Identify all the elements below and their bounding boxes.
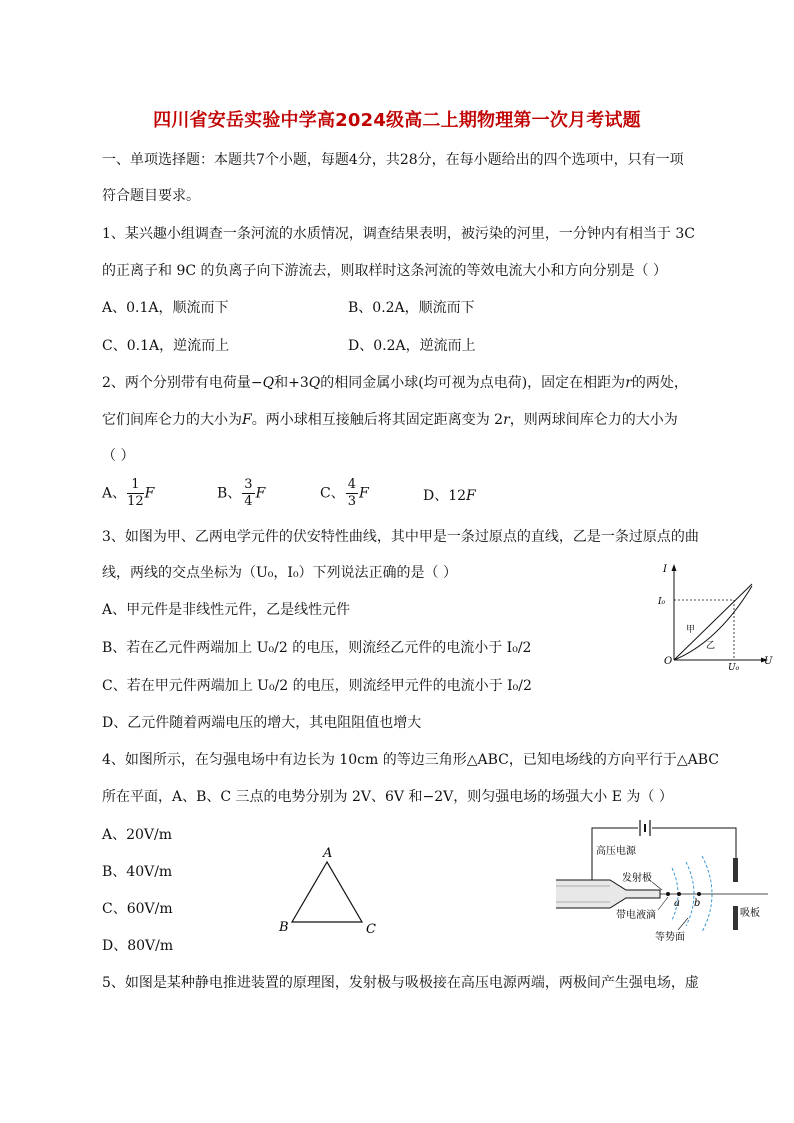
iv-curve-graph bbox=[656, 560, 776, 672]
triangle-abc bbox=[292, 862, 362, 922]
u-axis-label: U bbox=[764, 656, 773, 667]
q2-option-d-text: D、12 bbox=[423, 488, 467, 504]
q2-option-c-numerator: 4 bbox=[347, 477, 356, 492]
triangle-abc-figure bbox=[272, 840, 382, 940]
origin-label: O bbox=[664, 656, 673, 667]
q2-option-c bbox=[320, 477, 369, 510]
q2-line3: （ ） bbox=[102, 448, 135, 464]
q2-option-a-fraction bbox=[127, 477, 144, 510]
q3-option-a: A、甲元件是非线性元件，乙是线性元件 bbox=[102, 602, 351, 618]
q2-text-g: ，则两球间库仑力的大小为 bbox=[509, 412, 678, 428]
q4-option-c: C、60V/m bbox=[102, 901, 173, 917]
q3-line1: 3、如图为甲、乙两电学元件的伏安特性曲线，其中甲是一条过原点的直线，乙是一条过原点的曲 bbox=[102, 529, 699, 545]
q2-text-b: 和+3 bbox=[274, 375, 309, 391]
q2-symbol-r2: r bbox=[503, 412, 510, 428]
i0-label: I₀ bbox=[658, 597, 666, 607]
emitter-label: 发射极 bbox=[622, 873, 652, 884]
q1-line1: 1、某兴趣小组调查一条河流的水质情况，调查结果表明，被污染的河里，一分钟内有相当于 3C bbox=[102, 226, 695, 242]
source-label: 高压电源 bbox=[596, 846, 636, 857]
q2-text-d: 的两处， bbox=[631, 375, 688, 391]
q2-option-c-denominator: 3 bbox=[347, 494, 356, 509]
q2-option-a bbox=[102, 477, 154, 510]
q2-option-b-numerator: 3 bbox=[244, 477, 253, 492]
absorber-plate-top bbox=[733, 858, 738, 882]
emitter-nozzle bbox=[556, 880, 660, 908]
vertex-a-label: A bbox=[323, 846, 333, 861]
q2-line2 bbox=[102, 410, 678, 430]
q2-option-a-label: A、 bbox=[102, 485, 127, 502]
u0-label: U₀ bbox=[728, 663, 740, 672]
droplet-dot-a bbox=[677, 892, 681, 896]
q4-option-b: B、40V/m bbox=[102, 864, 173, 880]
q2-option-a-denominator: 12 bbox=[127, 494, 144, 509]
q1-option-a: A、0.1A，顺流而下 bbox=[102, 300, 229, 316]
jia-label: 甲 bbox=[686, 625, 696, 635]
point-b-label: b bbox=[694, 898, 701, 909]
droplet-dot-1 bbox=[666, 892, 670, 896]
q3-option-c: C、若在甲元件两端加上 U₀/2 的电压，则流经甲元件的电流小于 I₀/2 bbox=[102, 678, 532, 694]
yi-label: 乙 bbox=[706, 641, 716, 651]
q3-option-d: D、乙元件随着两端电压的增大，其电阻阻值也增大 bbox=[102, 715, 422, 731]
q2-text-f: 。两小球相互接触后将其固定距离变为 2 bbox=[251, 412, 504, 428]
q2-option-c-label: C、 bbox=[320, 485, 345, 502]
q4-line1: 4、如图所示，在匀强电场中有边长为 10cm 的等边三角形△ABC，已知电场线的方向平行于△ABC bbox=[102, 752, 720, 768]
q2-option-d bbox=[423, 486, 476, 506]
q1-option-c: C、0.1A，逆流而上 bbox=[102, 338, 230, 354]
q2-option-d-symbol: F bbox=[466, 488, 476, 504]
q5-line1: 5、如图是某种静电推进装置的原理图，发射极与吸极接在高压电源两端，两极间产生强电场，虚 bbox=[102, 975, 699, 991]
q3-line2: 线，两线的交点坐标为（U₀，I₀）下列说法正确的是（ ） bbox=[102, 565, 458, 581]
section-heading-line1: 一、单项选择题：本题共7个小题，每题4分，共28分，在每小题给出的四个选项中，只有一项 bbox=[102, 152, 684, 168]
droplet-dot-b bbox=[697, 892, 701, 896]
electrostatic-thruster-figure bbox=[552, 818, 774, 948]
droplet-label: 带电液滴 bbox=[616, 910, 656, 921]
q2-symbol-q1: Q bbox=[262, 375, 275, 391]
q2-line1 bbox=[102, 373, 688, 393]
q4-option-a: A、20V/m bbox=[102, 827, 173, 843]
absorber-label: 吸板 bbox=[740, 908, 760, 919]
q2-option-c-symbol: F bbox=[359, 485, 369, 502]
q2-option-c-fraction bbox=[346, 477, 358, 510]
q2-symbol-f: F bbox=[242, 412, 252, 428]
q2-option-b-label: B、 bbox=[217, 485, 242, 502]
q2-option-b bbox=[217, 477, 265, 510]
equipotential-label: 等势面 bbox=[655, 932, 685, 943]
q2-option-b-symbol: F bbox=[255, 485, 266, 502]
absorber-plate-bottom bbox=[733, 906, 738, 930]
emitter-leader bbox=[652, 882, 662, 890]
q2-text-c: 的相同金属小球(均可视为点电荷)，固定在相距为 bbox=[320, 375, 626, 391]
q1-option-b: B、0.2A，顺流而下 bbox=[348, 300, 475, 316]
vertex-b-label: B bbox=[279, 920, 289, 935]
q4-line2: 所在平面，A、B、C 三点的电势分别为 2V、6V 和−2V，则匀强电场的场强大小 E 为（ ） bbox=[102, 789, 673, 805]
q4-option-d: D、80V/m bbox=[102, 938, 174, 954]
point-a-label: a bbox=[674, 898, 680, 909]
equipotential-leader bbox=[678, 918, 688, 930]
page-title: 四川省安岳实验中学高2024级高二上期物理第一次月考试题 bbox=[153, 110, 641, 131]
droplet-leader bbox=[658, 897, 668, 910]
vertex-c-label: C bbox=[366, 922, 376, 937]
q2-option-a-symbol: F bbox=[144, 485, 155, 502]
i-axis-label: I bbox=[663, 564, 667, 575]
i-axis-arrow-icon bbox=[672, 564, 677, 571]
q1-line2: 的正离子和 9C 的负离子向下游流去，则取样时这条河流的等效电流大小和方向分别是（ ） bbox=[102, 263, 667, 279]
q3-option-b: B、若在乙元件两端加上 U₀/2 的电压，则流经乙元件的电流小于 I₀/2 bbox=[102, 640, 532, 656]
q2-symbol-q2: Q bbox=[308, 375, 321, 391]
q2-option-a-numerator: 1 bbox=[127, 477, 144, 494]
section-heading-line2: 符合题目要求。 bbox=[102, 188, 200, 204]
q2-option-b-fraction bbox=[242, 477, 254, 510]
q1-option-d: D、0.2A，逆流而上 bbox=[348, 338, 476, 354]
q2-symbol-r: r bbox=[625, 375, 632, 391]
q2-text-a: 2、两个分别带有电荷量− bbox=[102, 375, 263, 391]
q2-text-e: 它们间库仑力的大小为 bbox=[102, 412, 242, 428]
q2-option-b-denominator: 4 bbox=[244, 494, 253, 509]
